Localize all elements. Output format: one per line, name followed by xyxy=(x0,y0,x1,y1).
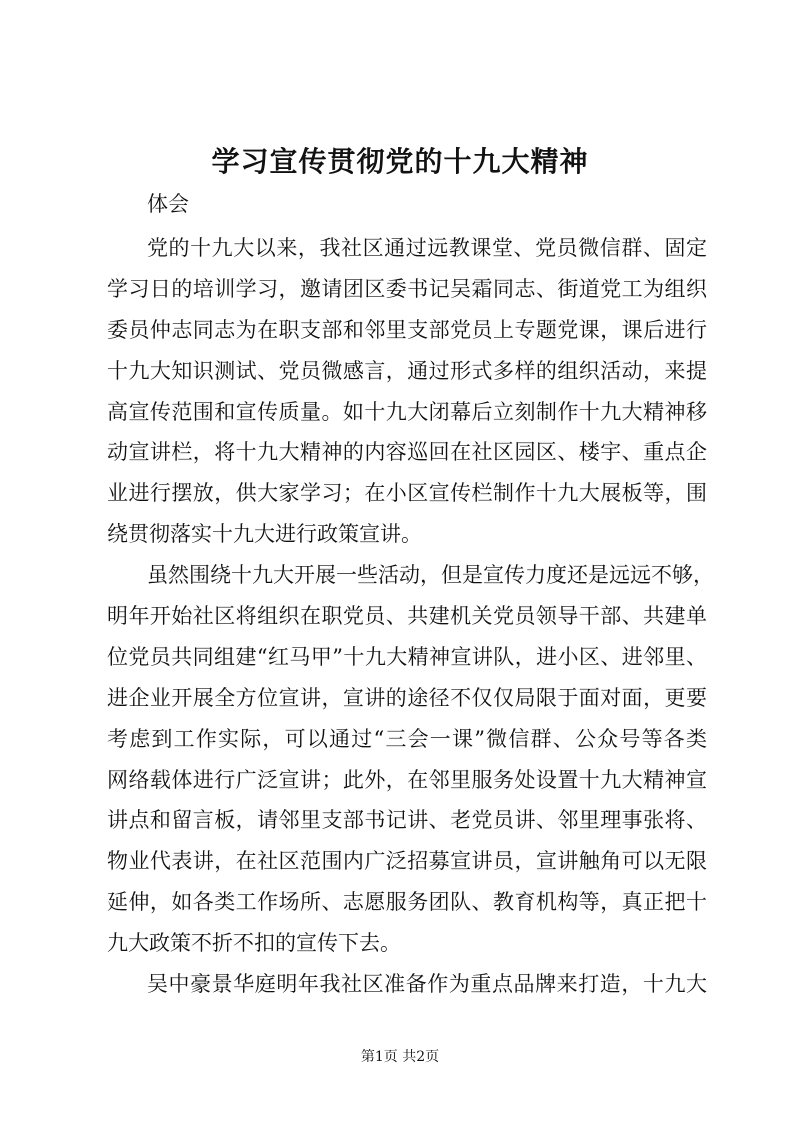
paragraph-line: 业进行摆放，供大家学习；在小区宣传栏制作十九大展板等，围 xyxy=(107,481,707,506)
paragraph-line: 学习日的培训学习，邀请团区委书记吴霜同志、街道党工为组织 xyxy=(107,276,707,301)
document-title: 学习宣传贯彻党的十九大精神 xyxy=(211,145,589,178)
paragraph-line: 吴中豪景华庭明年我社区准备作为重点品牌来打造，十九大 xyxy=(147,972,707,997)
paragraph-2 xyxy=(107,555,714,964)
paragraph-line: 绕贯彻落实十九大进行政策宣讲。 xyxy=(107,522,422,547)
paragraph-line: 网络载体进行广泛宣讲；此外，在邻里服务处设置十九大精神宣 xyxy=(107,767,707,792)
paragraph-line: 动宣讲栏，将十九大精神的内容巡回在社区园区、楼宇、重点企 xyxy=(107,440,707,465)
paragraph-line: 虽然围绕十九大开展一些活动，但是宣传力度还是远远不够， xyxy=(147,563,714,588)
paragraph-line: 党的十九大以来，我社区通过远教课堂、党员微信群、固定 xyxy=(147,236,707,260)
paragraph-3 xyxy=(107,964,707,1005)
paragraph-line: 委员仲志同志为在职支部和邻里支部党员上专题党课，课后进行 xyxy=(107,317,707,342)
paragraph-line: 十九大知识测试、党员微感言，通过形式多样的组织活动，来提 xyxy=(107,358,707,383)
paragraph-line: 物业代表讲，在社区范围内广泛招募宣讲员，宣讲触角可以无限 xyxy=(107,849,707,874)
page-footer: 第1页 共2页 xyxy=(360,1049,440,1065)
document-subtitle: 体会 xyxy=(147,192,189,216)
paragraph-line: 进企业开展全方位宣讲，宣讲的途径不仅仅局限于面对面，更要 xyxy=(107,685,707,710)
paragraph-line: 位党员共同组建“红马甲”十九大精神宣讲队，进小区、进邻里、 xyxy=(107,644,707,669)
document-body xyxy=(107,228,714,1005)
paragraph-line: 讲点和留言板，请邻里支部书记讲、老党员讲、邻里理事张将、 xyxy=(107,808,707,833)
paragraph-line: 明年开始社区将组织在职党员、共建机关党员领导干部、共建单 xyxy=(107,604,707,629)
paragraph-line: 考虑到工作实际，可以通过“三会一课”微信群、公众号等各类 xyxy=(107,726,707,751)
paragraph-line: 高宣传范围和宣传质量。如十九大闭幕后立刻制作十九大精神移 xyxy=(107,399,707,424)
paragraph-1 xyxy=(107,228,707,555)
paragraph-line: 延伸，如各类工作场所、志愿服务团队、教育机构等，真正把十 xyxy=(107,890,707,915)
paragraph-line: 九大政策不折不扣的宣传下去。 xyxy=(107,931,401,956)
